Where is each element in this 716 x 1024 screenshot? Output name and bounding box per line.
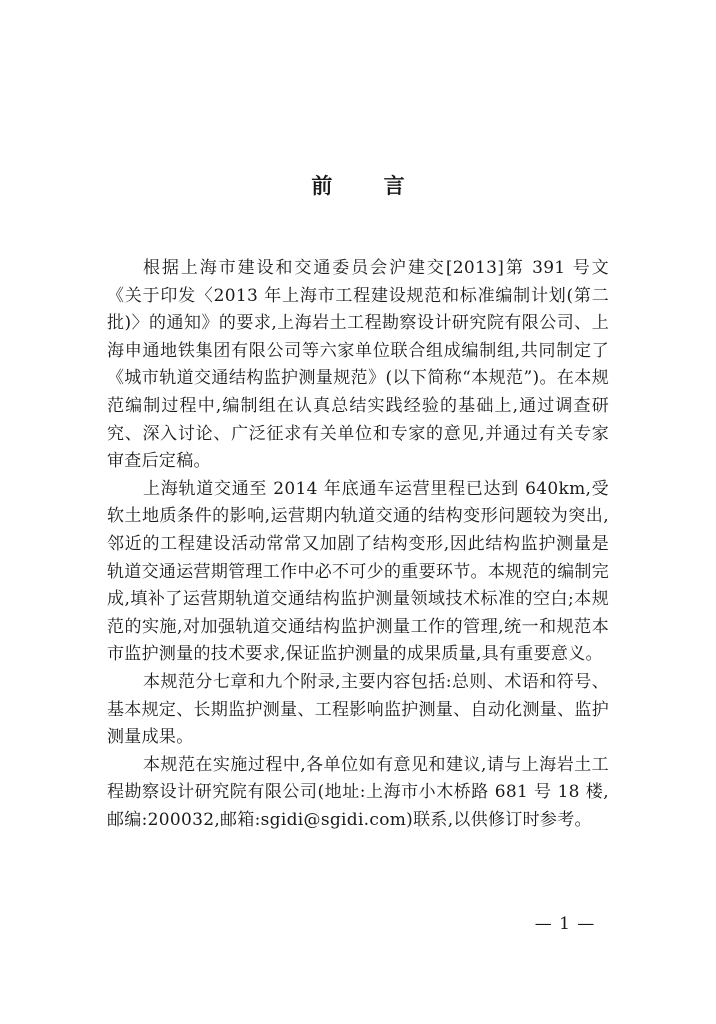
paragraph-4: 本规范在实施过程中,各单位如有意见和建议,请与上海岩土工程勘察设计研究院有限公司(地址:上海市小木桥路 681 号 18 楼,邮编:200032,邮箱:sgidi@sgidi.com)联系,以供修订时参考。 <box>107 754 609 830</box>
paragraph-2: 上海轨道交通至 2014 年底通车运营里程已达到 640km,受软土地质条件的影响,运营期内轨道交通的结构变形问题较为突出,邻近的工程建设活动常常又加剧了结构变形,因此结构监护测量是轨道交通运营期管理工作中必不可少的重要环节。本规范的编制完成,填补了运营期轨道交通结构监护测量领域技术标准的空白;本规范的实施,对加强轨道交通结构监护测量工作的管理,统一和规范本市监护测量的技术要求,保证监护测量的成果质量,具有重要意义。 <box>107 478 609 665</box>
page-title: 前 言 <box>311 174 427 198</box>
paragraph-3: 本规范分七章和九个附录,主要内容包括:总则、术语和符号、基本规定、长期监护测量、工程影响监护测量、自动化测量、监护测量成果。 <box>107 671 609 748</box>
paragraph-1: 根据上海市建设和交通委员会沪建交[2013]第 391 号文《关于印发〈2013 年上海市工程建设规范和标准编制计划(第二批)〉的通知》的要求,上海岩土工程勘察设计研究院有限公司、上海申通地铁集团有限公司等六家单位联合组成编制组,共同制定了《城市轨道交通结构监护测量规范》(以下简称“本规范”)。在本规范编制过程中,编制组在认真总结实践经验的基础上,通过调查研究、深入讨论、广泛征求有关单位和专家的意见,并通过有关专家审查后定稿。 <box>107 258 609 472</box>
body-text <box>107 255 609 834</box>
page-number: — 1 — <box>534 914 596 934</box>
